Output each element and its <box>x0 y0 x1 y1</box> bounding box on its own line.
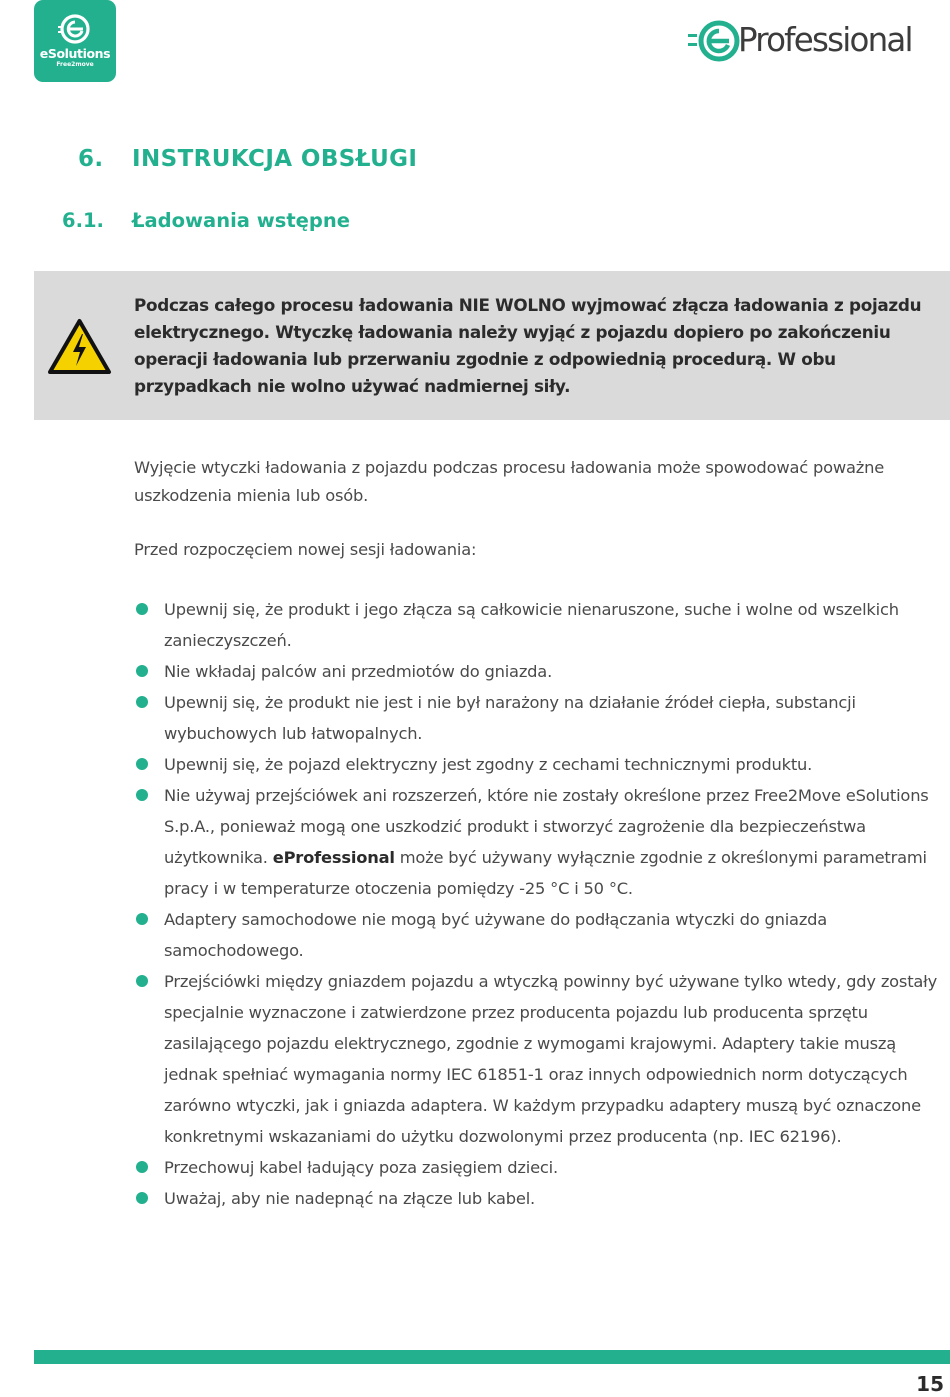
plug-e-icon <box>688 18 742 64</box>
list-item-text: Upewnij się, że produkt nie jest i nie był narażony na działanie źródeł ciepła, substancji wybuchowych lub łatwopalnych. <box>164 693 856 743</box>
subsection-heading <box>62 209 350 232</box>
high-voltage-warning-icon <box>47 318 112 375</box>
esolutions-brand: eSolutions <box>39 46 111 61</box>
page-number: 15 <box>916 1372 944 1396</box>
bullet-dot <box>136 758 148 770</box>
bullet-dot <box>136 789 148 801</box>
bullet-dot <box>136 975 148 987</box>
list-item <box>134 904 939 966</box>
list-item-text: Upewnij się, że pojazd elektryczny jest zgodny z cechami technicznymi produktu. <box>164 755 813 774</box>
eprofessional-wordmark: Professional <box>738 21 912 59</box>
bullet-dot <box>136 913 148 925</box>
list-item-text-before: Nie używaj przejściówek ani rozszerzeń, które nie zostały określone przez Free2Move eSolutions S.p.A., ponieważ mogą one uszkodzić produkt i stworzyć zagrożenie dla bezpieczeństwa użytkownika. <box>164 786 929 867</box>
bullet-dot <box>136 1161 148 1173</box>
section-heading <box>78 146 417 172</box>
precautions-list <box>134 594 939 1214</box>
list-item <box>134 656 939 687</box>
bullet-dot <box>136 603 148 615</box>
list-item <box>134 594 939 656</box>
free2move-label: Free2move <box>56 61 94 68</box>
bullet-dot <box>136 665 148 677</box>
subsection-number: 6.1. <box>62 209 104 232</box>
list-item-text-after: może być używany wyłącznie zgodnie z określonymi parametrami pracy i w temperaturze otoczenia pomiędzy -25 °C i 50 °C. <box>164 848 927 898</box>
list-item-text: Przejściówki między gniazdem pojazdu a wtyczką powinny być używane tylko wtedy, gdy zostały specjalnie wyznaczone i zatwierdzone przez producenta pojazdu lub producenta sprzętu zasilającego pojazdu elektrycznego, zgodnie z wymogami krajowymi. Adaptery takie muszą jednak spełniać wymagania normy IEC 61851-1 oraz innych odpowiednich norm dotyczących zarówno wtyczki, jak i gniazda adaptera. W każdym przypadku adaptery muszą być oznaczone konkretnymi wskazaniami do użytku dozwolonymi przez producenta (np. IEC 62196). <box>164 972 938 1146</box>
warning-text: Podczas całego procesu ładowania NIE WOLNO wyjmować złącza ładowania z pojazdu elektrycznego. Wtyczkę ładowania należy wyjąć z pojazdu dopiero po zakończeniu operacji ładowania lub przerwaniu zgodnie z odpowiednią procedurą. W obu przypadkach nie wolno używać nadmiernej siły. <box>134 295 922 396</box>
subsection-title: Ładowania wstępne <box>132 209 350 232</box>
list-item <box>134 1183 939 1214</box>
list-item <box>134 749 939 780</box>
list-item <box>134 687 939 749</box>
bullet-dot <box>136 696 148 708</box>
list-item <box>134 1152 939 1183</box>
product-name: eProfessional <box>272 848 395 867</box>
paragraph-before-session: Przed rozpoczęciem nowej sesji ładowania: <box>134 540 477 559</box>
list-item <box>134 780 939 904</box>
section-title: INSTRUKCJA OBSŁUGI <box>132 146 418 172</box>
list-item-text: Upewnij się, że produkt i jego złącza są całkowicie nienaruszone, suche i wolne od wszelkich zanieczyszczeń. <box>164 600 899 650</box>
list-item-text: Adaptery samochodowe nie mogą być używane do podłączania wtyczki do gniazda samochodowego. <box>164 910 828 960</box>
list-item <box>134 966 939 1152</box>
bullet-dot <box>136 1192 148 1204</box>
eprofessional-logo <box>688 18 950 64</box>
paragraph-warning-consequence: Wyjęcie wtyczki ładowania z pojazdu podczas procesu ładowania może spowodować poważne uszkodzenia mienia lub osób. <box>134 458 885 505</box>
list-item-text: Uważaj, aby nie nadepnąć na złącze lub kabel. <box>164 1189 536 1208</box>
section-number: 6. <box>78 146 104 172</box>
plug-e-icon <box>58 12 92 46</box>
esolutions-logo <box>34 0 116 82</box>
footer-bar <box>34 1350 950 1364</box>
list-item-text: Nie wkładaj palców ani przedmiotów do gniazda. <box>164 662 553 681</box>
list-item-text: Przechowuj kabel ładujący poza zasięgiem dzieci. <box>164 1158 558 1177</box>
